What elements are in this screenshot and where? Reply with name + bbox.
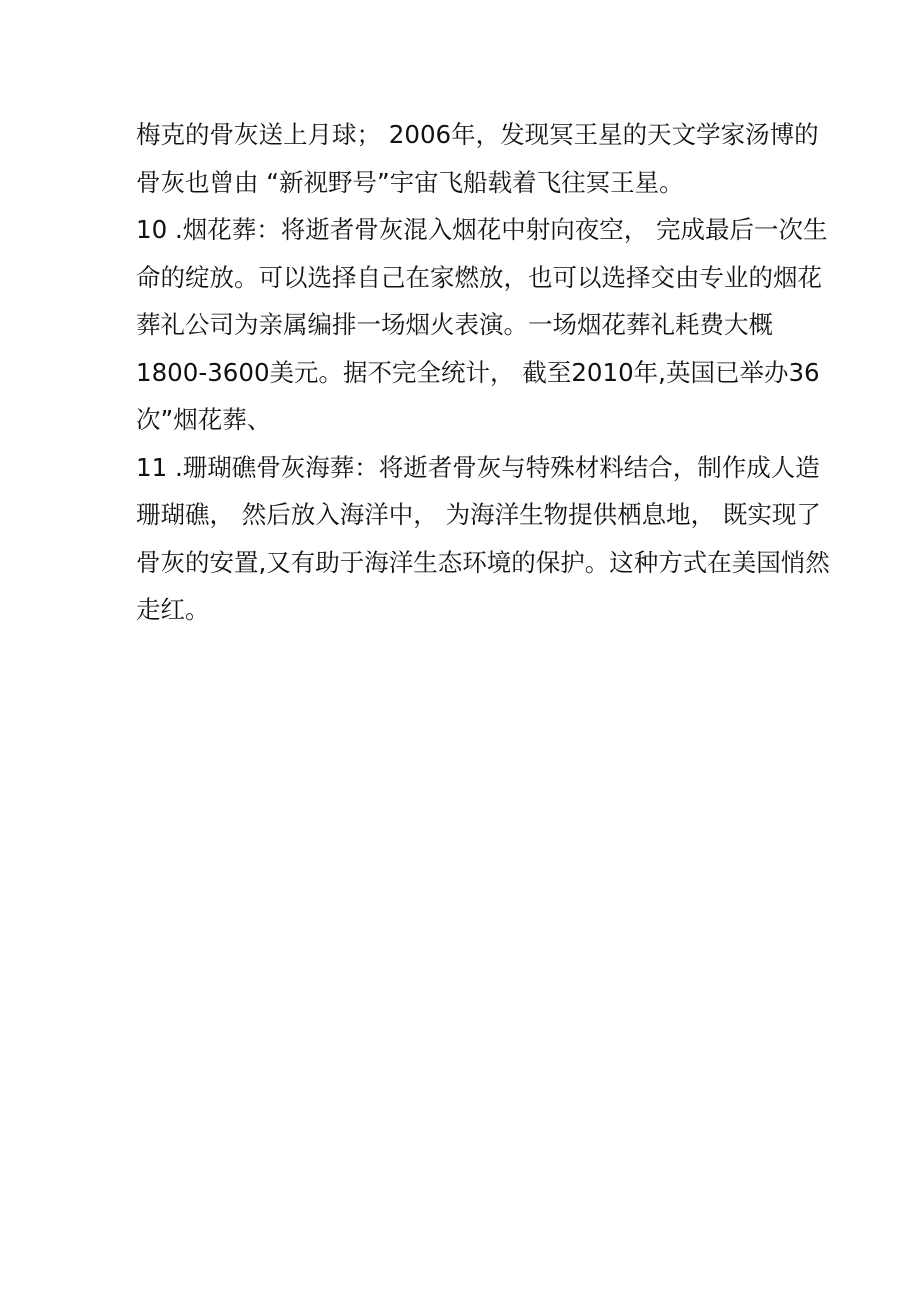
text-line: 命的绽放。可以选择自己在家燃放，也可以选择交由专业的烟花 (136, 262, 822, 292)
body-text (136, 111, 830, 634)
text-line: 11 .珊瑚礁骨灰海葬：将逝者骨灰与特殊材料结合，制作成人造 (136, 452, 820, 482)
text-line: 次”烟花葬、 (136, 405, 272, 434)
text-line: 走红。 (136, 595, 210, 624)
text-line: 梅克的骨灰送上月球； 2006年，发现冥王星的天文学家汤博的 (136, 120, 819, 149)
text-line: 1800-3600美元。据不完全统计， 截至2010年,英国已举办36 (136, 357, 820, 387)
text-line: 10 .烟花葬：将逝者骨灰混入烟花中射向夜空， 完成最后一次生 (136, 215, 828, 244)
text-line: 骨灰也曾由 “新视野号”宇宙飞船载着飞往冥王星。 (136, 167, 684, 197)
text-line: 珊瑚礁， 然后放入海洋中， 为海洋生物提供栖息地， 既实现了 (136, 500, 821, 529)
text-line: 葬礼公司为亲属编排一场烟火表演。一场烟花葬礼耗费大概 (136, 310, 773, 339)
text-line: 骨灰的安置,又有助于海洋生态环境的保护。这种方式在美国悄然 (136, 547, 830, 577)
